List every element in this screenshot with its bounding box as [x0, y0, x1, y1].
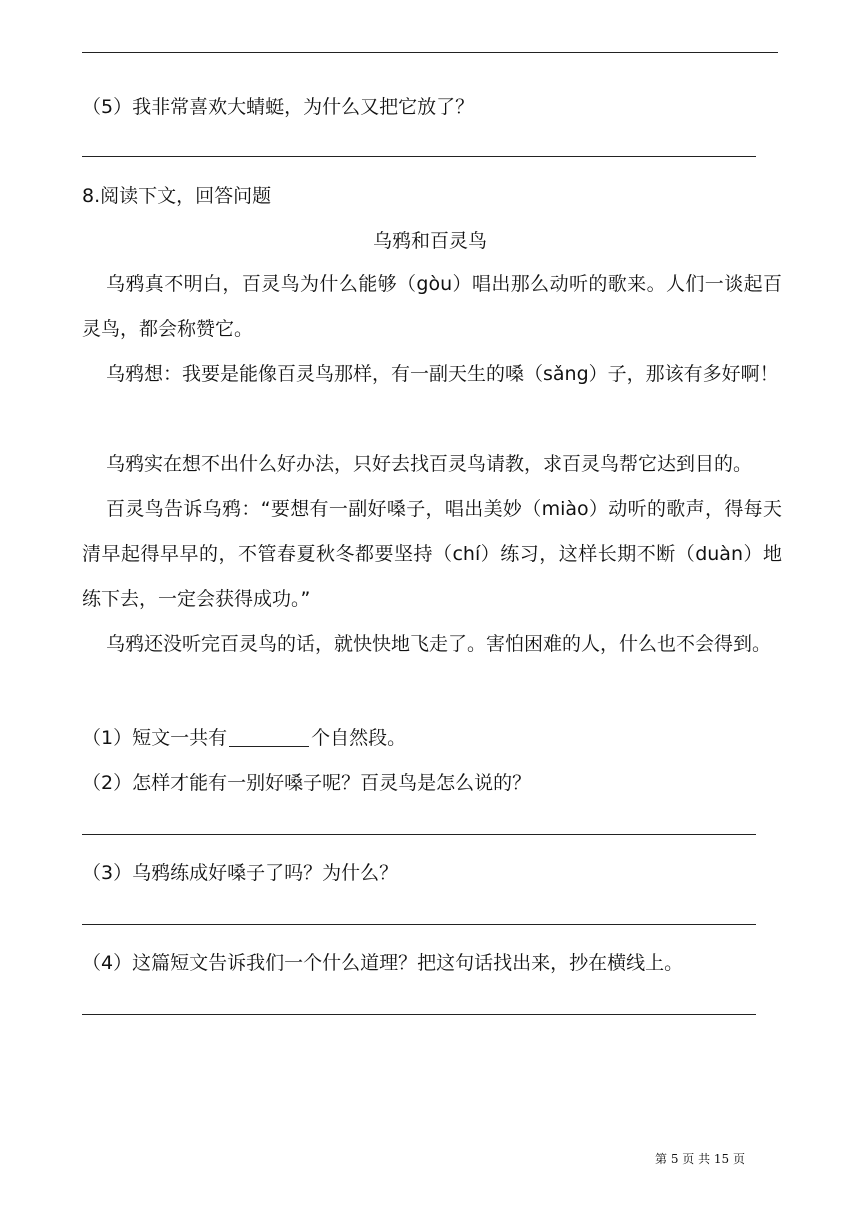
passage-title: 乌鸦和百灵鸟: [372, 230, 487, 252]
answer-line-7-5: [82, 156, 756, 157]
passage-paragraph-2: 乌鸦想：我要是能像百灵鸟那样，有一副天生的嗓（sǎng）子，那该有多好啊！: [106, 363, 779, 385]
question-8-item-2: （2）怎样才能有一别好嗓子呢？百灵鸟是怎么说的？: [82, 772, 532, 794]
page-footer: 第 5 页 共 15 页: [655, 1152, 745, 1166]
question-7-item-5: （5）我非常喜欢大蜻蜓，为什么又把它放了？: [82, 96, 475, 118]
passage-paragraph-3: 乌鸦实在想不出什么好办法，只好去找百灵鸟请教，求百灵鸟帮它达到目的。: [106, 453, 753, 475]
question-8-item-3: （3）乌鸦练成好嗓子了吗？为什么？: [82, 862, 399, 884]
passage-paragraph-1: 乌鸦真不明白，百灵鸟为什么能够（gòu）唱出那么动听的歌来。人们一谈起百灵鸟，都会称赞它。: [82, 273, 782, 340]
top-answer-line: [82, 52, 778, 53]
question-8-item-4: （4）这篇短文告诉我们一个什么道理？把这句话找出来，抄在横线上。: [82, 952, 684, 974]
fill-blank[interactable]: [229, 726, 309, 747]
question-8-item-1-prefix: （1）短文一共有: [82, 727, 228, 749]
passage-paragraph-4: 百灵鸟告诉乌鸦：“要想有一副好嗓子，唱出美妙（miào）动听的歌声，得每天清早起得早早的，不管春夏秋冬都要坚持（chí）练习，这样长期不断（duàn）地练下去，一定会获得成功。”: [82, 498, 782, 610]
question-8-item-1-suffix: 个自然段。: [311, 727, 407, 749]
question-8-item-1: [82, 726, 406, 750]
passage-paragraph-5: 乌鸦还没听完百灵鸟的话，就快快地飞走了。害怕困难的人，什么也不会得到。: [106, 633, 772, 655]
answer-line-8-3: [82, 924, 756, 925]
question-8-heading: 8.阅读下文，回答问题: [82, 185, 272, 207]
answer-line-8-2: [82, 834, 756, 835]
answer-line-8-4: [82, 1014, 756, 1015]
